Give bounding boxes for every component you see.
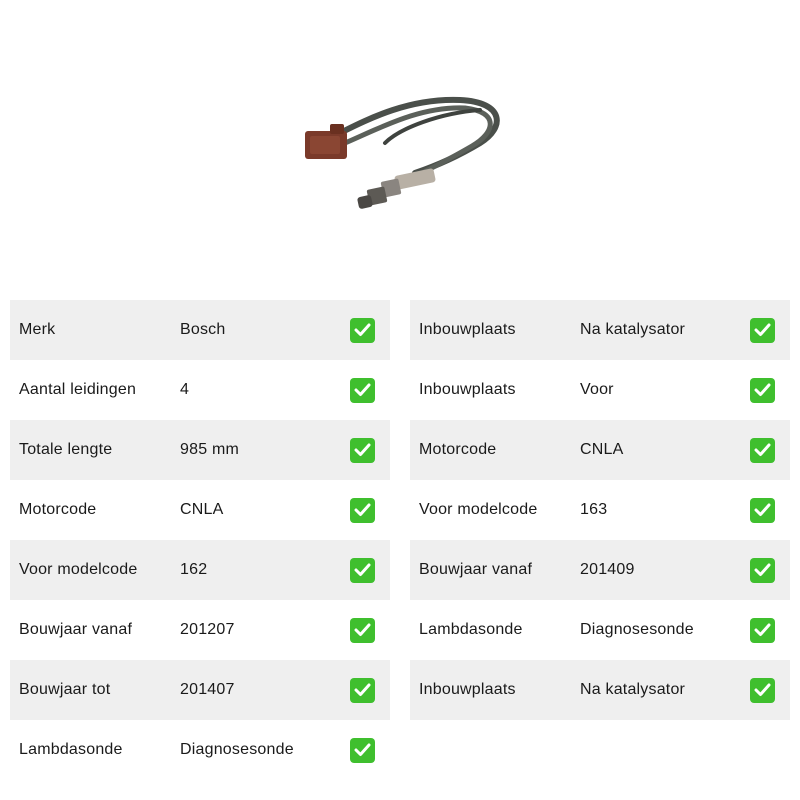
spec-table-left <box>10 300 390 780</box>
spec-row <box>10 720 390 780</box>
spec-label: Totale lengte <box>19 441 113 458</box>
spec-row <box>410 600 790 660</box>
spec-value: 201407 <box>180 681 235 698</box>
spec-row <box>410 540 790 600</box>
spec-label: Motorcode <box>19 501 97 518</box>
check-icon <box>350 738 375 763</box>
spec-label: Bouwjaar vanaf <box>419 561 533 578</box>
spec-row <box>410 420 790 480</box>
check-icon <box>350 618 375 643</box>
spec-row <box>10 660 390 720</box>
spec-row <box>410 480 790 540</box>
spec-label: Bouwjaar tot <box>19 681 111 698</box>
spec-table-right <box>410 300 790 720</box>
oxygen-sensor-icon <box>290 88 520 228</box>
spec-row <box>10 600 390 660</box>
spec-label: Lambdasonde <box>19 741 123 758</box>
spec-value: 4 <box>180 381 190 398</box>
spec-value: Voor <box>580 381 614 398</box>
spec-value: Bosch <box>180 321 226 338</box>
spec-label: Inbouwplaats <box>419 321 516 338</box>
check-icon <box>750 498 775 523</box>
spec-row <box>10 420 390 480</box>
spec-value: CNLA <box>180 501 224 518</box>
spec-label: Voor modelcode <box>419 501 538 518</box>
check-icon <box>350 438 375 463</box>
check-icon <box>350 558 375 583</box>
spec-label: Voor modelcode <box>19 561 138 578</box>
spec-row <box>410 360 790 420</box>
spec-value: 162 <box>180 561 208 578</box>
spec-row <box>10 480 390 540</box>
spec-value: 201207 <box>180 621 235 638</box>
spec-value: Na katalysator <box>580 321 686 338</box>
spec-value: 163 <box>580 501 608 518</box>
spec-row <box>10 540 390 600</box>
spec-label: Inbouwplaats <box>419 381 516 398</box>
check-icon <box>750 378 775 403</box>
check-icon <box>350 378 375 403</box>
spec-row <box>10 360 390 420</box>
spec-label: Motorcode <box>419 441 497 458</box>
spec-value: Diagnosesonde <box>180 741 294 758</box>
spec-row <box>410 660 790 720</box>
spec-value: Diagnosesonde <box>580 621 694 638</box>
spec-value: 985 mm <box>180 441 239 458</box>
spec-value: Na katalysator <box>580 681 686 698</box>
product-image <box>290 88 520 228</box>
spec-label: Merk <box>19 321 56 338</box>
check-icon <box>750 318 775 343</box>
spec-label: Lambdasonde <box>419 621 523 638</box>
spec-row <box>410 300 790 360</box>
check-icon <box>750 618 775 643</box>
check-icon <box>750 678 775 703</box>
spec-label: Inbouwplaats <box>419 681 516 698</box>
check-icon <box>350 318 375 343</box>
check-icon <box>750 558 775 583</box>
spec-value: 201409 <box>580 561 635 578</box>
check-icon <box>750 438 775 463</box>
spec-row <box>10 300 390 360</box>
check-icon <box>350 498 375 523</box>
check-icon <box>350 678 375 703</box>
spec-value: CNLA <box>580 441 624 458</box>
spec-label: Aantal leidingen <box>19 381 137 398</box>
spec-label: Bouwjaar vanaf <box>19 621 133 638</box>
